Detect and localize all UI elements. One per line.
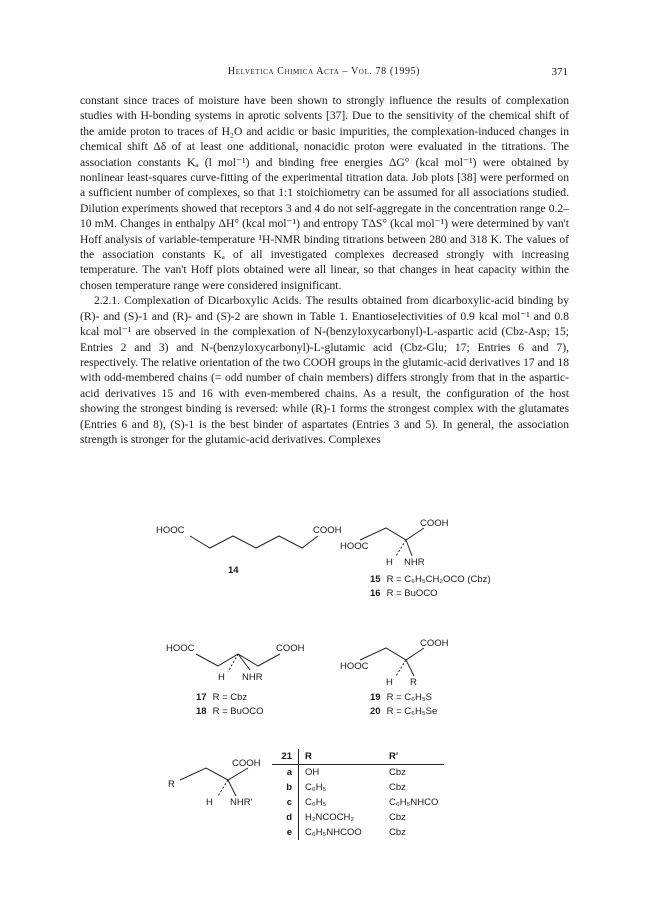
row-rprime: Cbz: [389, 827, 406, 838]
bond-chain-21: [180, 768, 248, 780]
cmp15-h: H: [386, 557, 393, 568]
cmp16-caption: [370, 588, 438, 600]
cmp16-definition: R = BuOCO: [386, 588, 438, 599]
cmp19-hooc: HOOC: [340, 661, 369, 672]
cmp17-cooh: COOH: [276, 643, 305, 654]
table-21-header: [272, 749, 444, 765]
cmp18-caption: [196, 706, 264, 718]
cmp17-hooc: HOOC: [166, 643, 195, 654]
page-number: 371: [551, 66, 568, 78]
cmp15-definition: R = C₆H₅CH₂OCO (Cbz): [386, 574, 491, 585]
table-row: [272, 825, 444, 840]
table-21: [272, 749, 444, 840]
table-21-header-r: R: [299, 749, 384, 765]
cmp19-definition: R = C₆H₅S: [386, 692, 432, 703]
cmp20-definition: R = C₆H₅Se: [386, 706, 438, 717]
row-r: C₆H₅NHCOO: [305, 827, 362, 838]
cmp19-number: 19: [370, 692, 381, 703]
cmp15-caption: [370, 574, 491, 586]
cmp21-r: R: [168, 779, 175, 790]
table-row: [272, 810, 444, 825]
bond-wedge-17b: [238, 654, 250, 670]
cmp17-h: H: [218, 672, 225, 683]
cmp17-definition: R = Cbz: [212, 692, 248, 703]
cmp15-cooh: COOH: [420, 518, 449, 529]
row-r: C₆H₅: [305, 797, 327, 808]
bond-wedge-15b: [406, 540, 412, 556]
row-letter: e: [272, 825, 299, 840]
cmp21-nhr-prime: NHR': [230, 797, 253, 808]
row-rprime: C₆H₅NHCO: [389, 797, 439, 808]
cmp14-cooh: COOH: [313, 525, 342, 536]
bond-wedge-15: [396, 540, 406, 556]
cmp19-cooh: COOH: [420, 638, 449, 649]
cmp17-number: 17: [196, 692, 207, 703]
journal-title: Helvetica Chimica Acta – Vol. 78 (1995): [227, 66, 421, 77]
cmp20-caption: [370, 706, 437, 718]
cmp19-r: R: [410, 677, 417, 688]
row-letter: b: [272, 780, 299, 795]
row-rprime: Cbz: [389, 812, 406, 823]
cmp21-cooh: COOH: [232, 758, 261, 769]
row-r: OH: [305, 767, 320, 778]
row-rprime: Cbz: [389, 782, 406, 793]
row-r: H₂NCOCH₂: [305, 812, 355, 823]
cmp20-number: 20: [370, 706, 381, 717]
row-letter: c: [272, 795, 299, 810]
cmp19-caption: [370, 692, 432, 704]
row-r: C₆H₅: [305, 782, 327, 793]
row-letter: a: [272, 765, 299, 781]
cmp18-definition: R = BuOCO: [212, 706, 264, 717]
cmp18-number: 18: [196, 706, 207, 717]
table-row: [272, 780, 444, 795]
bond-chain-19: [360, 648, 424, 660]
table-21-header-rprime: R': [383, 749, 444, 765]
cmp21-h: H: [206, 797, 213, 808]
paragraph-1: constant since traces of moisture have been shown to strongly influence the results of complexation studies with H-bonding systems in aprotic solvents [37]. Due to the sensitivity of the chemical shift of the amide proton to traces of H₂O and acidic or basic impurities, the complexation-induced changes in chemical shift Δδ of at least one additional, nonacidic proton were evaluated in the titrations. The association constants Kₐ (l mol⁻¹) and binding free energies ΔG° (kcal mol⁻¹) were obtained by nonlinear least-squares curve-fitting of the experimental titration data. Job plots [38] were performed on a sufficient number of complexes, so that 1:1 stoichiometry can be assumed for all associations studied. Dilution experiments showed that receptors 3 and 4 do not self-aggregate in the concentration range 0.2–10 mM. Changes in enthalpy ΔH° (kcal mol⁻¹) and entropy TΔS° (kcal mol⁻¹) were determined by van't Hoff analysis of variable-temperature ¹H-NMR binding titrations between 280 and 318 K. The values of the association constants Kₐ of all investigated complexes decreased strongly with increasing temperature. The van't Hoff plots obtained were all linear, so that changes in heat capacity within the chosen temperature range were considered insignificant.: [80, 94, 569, 292]
cmp14-label: 14: [228, 565, 239, 576]
cmp17-caption: [196, 692, 247, 704]
row-rprime: Cbz: [389, 767, 406, 778]
cmp15-number: 15: [370, 574, 381, 585]
cmp14-hooc: HOOC: [156, 525, 185, 536]
cmp17-nhr: NHR: [242, 672, 263, 683]
table-21-header-id: 21: [272, 749, 299, 765]
bond-wedge-21b: [228, 780, 236, 796]
cmp15-nhr: NHR: [404, 557, 425, 568]
cmp16-number: 16: [370, 588, 381, 599]
table-row: [272, 795, 444, 810]
cmp15-hooc: HOOC: [340, 541, 369, 552]
bond-wedge-19: [396, 660, 406, 676]
bond-chain-17: [196, 654, 280, 666]
row-letter: d: [272, 810, 299, 825]
bond-chain-15: [360, 528, 424, 540]
bond-wedge-21: [218, 780, 228, 796]
bond-wedge-19b: [406, 660, 414, 676]
paragraph-2: 2.2.1. Complexation of Dicarboxylic Acids. The results obtained from dicarboxylic-acid binding by (R)- and (S)-1 and (R)- and (S)-2 are shown in Table 1. Enantioselectivities of 0.9 kcal mol⁻¹ and 0.8 kcal mol⁻¹ are observed in the complexation of N-(benzyloxycarbonyl)-L-aspartic acid (Cbz-Asp; 15; Entries 2 and 3) and N-(benzyloxycarbonyl)-L-glutamic acid (Cbz-Glu; 17; Entries 6 and 7), respectively. The relative orientation of the two COOH groups in the glutamic-acid derivatives 17 and 18 with odd-membered chains (= odd number of chain members) differs strongly from that in the aspartic-acid derivatives 15 and 16 with even-membered chains. As a result, the configuration of the host showing the strongest binding is reversed: while (R)-1 forms the strongest complex with the glutamates (Entries 6 and 8), (S)-1 is the best binder of aspartates (Entries 3 and 5). In general, the association strength is stronger for the glutamic-acid derivatives. Complexes: [80, 294, 569, 446]
bond-chain-14: [190, 536, 318, 548]
cmp19-h: H: [386, 677, 393, 688]
table-row: [272, 765, 444, 781]
